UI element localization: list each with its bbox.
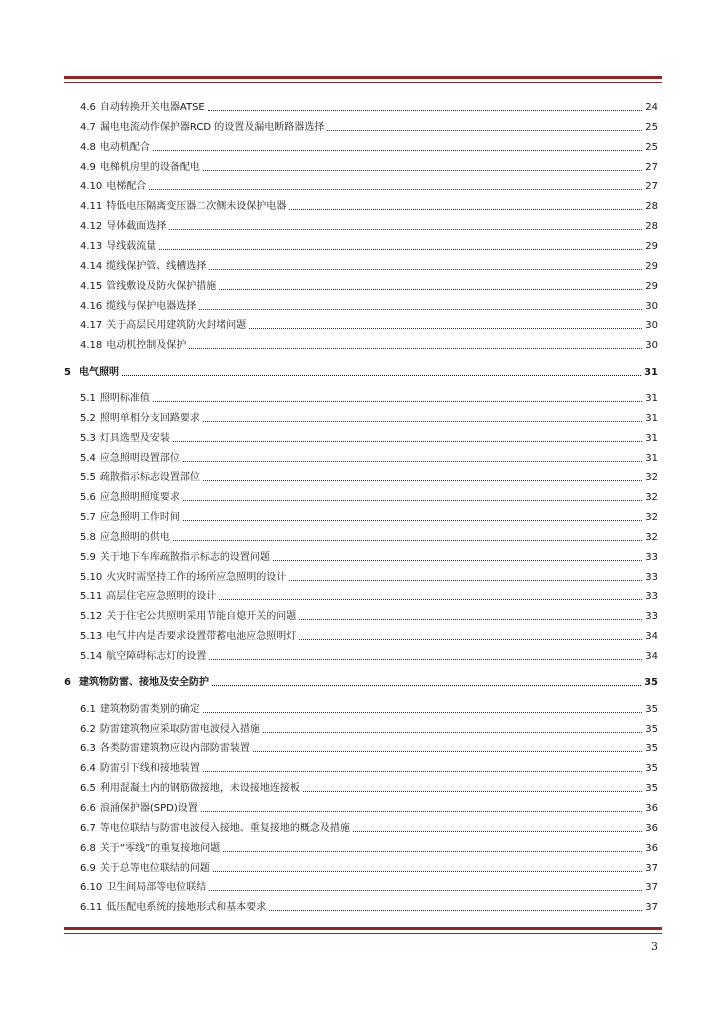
toc-entry-title: 电梯配合 (106, 181, 147, 193)
toc-entry[interactable] (80, 334, 658, 352)
toc-entry-page: 30 (645, 300, 658, 312)
toc-entry-page: 29 (645, 240, 658, 252)
toc-entry-number: 4.6 (80, 102, 96, 113)
dot-leader (209, 268, 642, 270)
toc-entry[interactable] (80, 387, 658, 405)
toc-entry-title: 利用混凝土内的钢筋做接地，未设接地连接板 (99, 783, 300, 795)
toc-entry-title: 等电位联结与防雷电波侵入接地、重复接地的概念及措施 (99, 822, 350, 834)
toc-entry-page: 32 (645, 531, 658, 543)
toc-entry-number: 5.5 (80, 472, 96, 484)
toc-entry-number: 5.12 (80, 611, 103, 623)
toc-entry[interactable] (80, 447, 658, 465)
dot-leader (289, 579, 642, 581)
dot-leader (203, 770, 642, 772)
toc-entry[interactable] (80, 837, 658, 855)
toc-entry[interactable] (80, 175, 658, 193)
toc-entry[interactable] (80, 797, 658, 815)
toc-entry-title: 电气井内是否要求设置带蓄电池应急照明灯 (106, 631, 297, 643)
toc-entry[interactable] (80, 645, 658, 663)
toc-entry-page: 30 (645, 340, 658, 352)
toc-entry-page: 33 (645, 611, 658, 623)
toc-entry-number: 6.2 (80, 723, 96, 735)
dot-leader (299, 638, 642, 640)
toc-entry-page: 32 (645, 492, 658, 504)
toc-entry[interactable] (80, 876, 658, 894)
dot-leader (263, 731, 642, 733)
toc-entry-title: 应急照明的供电 (99, 531, 170, 543)
toc-entry-title: 高层住宅应急照明的设计 (106, 591, 217, 603)
toc-entry-title: 关于“零线”的重复接地问题 (99, 842, 221, 854)
toc-chapter-entry[interactable] (64, 671, 658, 689)
toc-entry[interactable] (80, 96, 658, 114)
toc-entry-number: 6.1 (80, 703, 96, 715)
dot-leader (203, 711, 642, 713)
dot-leader (223, 850, 642, 852)
toc-entry-title: 导体截面选择 (106, 221, 167, 233)
toc-entry-page: 31 (644, 366, 658, 378)
toc-entry-title: 电动机控制及保护 (106, 340, 187, 352)
toc-entry[interactable] (80, 506, 658, 524)
toc-entry[interactable] (80, 757, 658, 775)
dot-leader (219, 598, 642, 600)
toc-entry-number: 6.11 (80, 902, 103, 914)
toc-entry-page: 27 (645, 181, 658, 193)
toc-entry-title: 浪涌保护器(SPD)设置 (99, 802, 198, 814)
dot-leader (183, 460, 642, 462)
toc-entry-page: 24 (645, 102, 658, 113)
toc-entry-number: 5.6 (80, 492, 96, 504)
toc-entry[interactable] (80, 526, 658, 544)
toc-entry-number: 4.9 (80, 161, 96, 173)
toc-entry-title: 管线敷设及防火保护措施 (106, 280, 217, 292)
toc-entry-number: 5 (64, 366, 71, 378)
toc-entry-title: 应急照明工作时间 (99, 512, 180, 523)
dot-leader (122, 374, 641, 376)
toc-entry[interactable] (80, 605, 658, 623)
toc-entry-page: 35 (644, 677, 658, 689)
toc-entry-page: 34 (645, 651, 658, 662)
dot-leader (273, 559, 642, 561)
dot-leader (189, 347, 642, 349)
toc-entry-page: 37 (645, 882, 658, 894)
toc-entry-title: 缆线保护管、线槽选择 (106, 260, 207, 272)
dot-leader (173, 440, 642, 442)
toc-entry[interactable] (80, 546, 658, 564)
dot-leader (149, 188, 642, 190)
dot-leader (201, 810, 642, 812)
toc-entry[interactable] (80, 625, 658, 643)
toc-entry[interactable] (80, 817, 658, 835)
toc-entry-number: 5.11 (80, 591, 103, 603)
toc-chapter-entry[interactable] (64, 361, 658, 379)
toc-entry-page: 31 (645, 392, 658, 404)
toc-entry-title: 防雷建筑物应采取防雷电波侵入措施 (99, 723, 260, 735)
toc-entry-title: 漏电电流动作保护器RCD 的设置及漏电断路器选择 (99, 121, 325, 133)
toc-entry-number: 4.11 (80, 201, 103, 213)
toc-entry-title: 疏散指示标志设置部位 (99, 472, 200, 484)
toc-entry[interactable] (80, 255, 658, 273)
toc-entry-page: 29 (645, 280, 658, 292)
toc-entry-title: 防雷引下线和接地装置 (99, 763, 200, 775)
toc-entry-title: 火灾时需坚持工作的场所应急照明的设计 (106, 571, 287, 583)
toc-entry[interactable] (80, 737, 658, 755)
toc-entry-title: 应急照明设置部位 (99, 452, 180, 464)
toc-entry-page: 28 (645, 221, 658, 233)
toc-entry-number: 4.15 (80, 280, 103, 292)
toc-entry-title: 关于地下车库疏散指示标志的设置问题 (99, 551, 270, 563)
toc-entry-number: 4.8 (80, 141, 96, 153)
toc-entry-page: 36 (645, 842, 658, 854)
toc-entry-page: 31 (645, 452, 658, 464)
toc-entry-number: 5.14 (80, 651, 103, 662)
toc-entry-number: 4.16 (80, 300, 103, 312)
toc-entry-page: 33 (645, 571, 658, 583)
toc-entry-title: 建筑物防雷类别的确定 (99, 703, 200, 715)
toc-entry-number: 6.8 (80, 842, 96, 854)
toc-entry-number: 4.10 (80, 181, 103, 193)
toc-entry-number: 6.10 (80, 882, 103, 894)
dot-leader (173, 539, 642, 541)
toc-entry-page: 36 (645, 822, 658, 834)
toc-entry-number: 5.1 (80, 392, 96, 404)
toc-entry[interactable] (80, 156, 658, 174)
toc-entry-title: 应急照明照度要求 (99, 492, 180, 504)
toc-entry[interactable] (80, 466, 658, 484)
toc-entry[interactable] (80, 136, 658, 154)
dot-leader (183, 519, 642, 521)
dot-leader (289, 208, 642, 210)
toc-entry-number: 6 (64, 677, 71, 689)
toc-entry-title: 关于住宅公共照明采用节能自熄开关的问题 (106, 611, 297, 623)
toc-entry-page: 35 (645, 743, 658, 755)
toc-entry-title: 电气照明 (78, 366, 119, 378)
dot-leader (213, 870, 642, 872)
dot-leader (183, 499, 642, 501)
toc-entry-number: 4.12 (80, 221, 103, 233)
dot-leader (253, 750, 642, 752)
dot-leader (203, 420, 642, 422)
toc-entry-title: 照明标准值 (99, 392, 150, 404)
toc-entry-title: 关于总等电位联结的问题 (99, 862, 210, 874)
toc-entry-title: 低压配电系统的接地形式和基本要求 (106, 902, 267, 914)
dot-leader (208, 109, 643, 111)
page-number: 3 (651, 940, 658, 953)
toc-entry[interactable] (80, 215, 658, 233)
toc-entry-number: 4.18 (80, 340, 103, 352)
toc-entry-number: 6.7 (80, 822, 96, 834)
toc-entry-number: 6.9 (80, 862, 96, 874)
toc-entry-page: 29 (645, 260, 658, 272)
toc-entry[interactable] (80, 585, 658, 603)
toc-entry-page: 25 (645, 141, 658, 153)
toc-entry[interactable] (80, 486, 658, 504)
toc-entry[interactable] (80, 314, 658, 332)
toc-entry-page: 35 (645, 763, 658, 775)
dot-leader (199, 308, 642, 310)
toc-entry-page: 32 (645, 512, 658, 523)
dot-leader (169, 228, 642, 230)
toc-entry-page: 33 (645, 551, 658, 563)
toc-entry-title: 灯具选型及安装 (99, 432, 170, 444)
dot-leader (203, 169, 642, 171)
toc-entry-number: 5.7 (80, 512, 96, 523)
toc-entry-number: 5.3 (80, 432, 96, 444)
dot-leader (209, 889, 642, 891)
toc-entry-number: 4.14 (80, 260, 103, 272)
footer-rule-thick (64, 927, 662, 930)
toc-entry-title: 照明单相分支回路要求 (99, 412, 200, 424)
toc-entry-title: 航空障碍标志灯的设置 (106, 651, 207, 662)
dot-leader (219, 288, 642, 290)
dot-leader (159, 248, 642, 250)
toc-entry[interactable] (80, 777, 658, 795)
dot-leader (209, 658, 642, 660)
toc-entry-page: 28 (645, 201, 658, 213)
toc-entry[interactable] (80, 566, 658, 584)
toc-entry[interactable] (80, 195, 658, 213)
toc-entry-page: 35 (645, 703, 658, 715)
toc-entry-title: 电梯机房里的设备配电 (99, 161, 200, 173)
toc-entry-number: 4.13 (80, 240, 103, 252)
toc-entry-title: 关于高层民用建筑防火封堵问题 (106, 320, 247, 332)
dot-leader (353, 830, 642, 832)
toc-entry[interactable] (80, 407, 658, 425)
toc-entry-page: 31 (645, 432, 658, 444)
toc-entry-page: 37 (645, 902, 658, 914)
toc-entry[interactable] (80, 235, 658, 253)
toc-entry-page: 37 (645, 862, 658, 874)
toc-entry[interactable] (80, 116, 658, 134)
toc-entry-title: 自动转换开关电器ATSE (99, 102, 205, 113)
toc-entry-page: 32 (645, 472, 658, 484)
dot-leader (269, 909, 642, 911)
toc-entry[interactable] (80, 718, 658, 736)
toc-entry-number: 6.6 (80, 802, 96, 814)
toc-entry-page: 27 (645, 161, 658, 173)
toc-entry-page: 33 (645, 591, 658, 603)
dot-leader (327, 129, 642, 131)
dot-leader (303, 790, 642, 792)
toc-entry[interactable] (80, 857, 658, 875)
dot-leader (153, 400, 642, 402)
toc-entry[interactable] (80, 427, 658, 445)
toc-entry-number: 4.17 (80, 320, 103, 332)
toc-entry-page: 35 (645, 723, 658, 735)
toc-entry[interactable] (80, 698, 658, 716)
toc-entry-title: 导线载流量 (106, 240, 157, 252)
dot-leader (203, 479, 642, 481)
toc-entry[interactable] (80, 896, 658, 914)
toc-entry[interactable] (80, 275, 658, 293)
toc-entry[interactable] (80, 295, 658, 313)
toc-entry-page: 34 (645, 631, 658, 643)
toc-entry-page: 36 (645, 802, 658, 814)
dot-leader (212, 684, 641, 686)
dot-leader (299, 618, 642, 620)
toc-entry-title: 缆线与保护电器选择 (106, 300, 197, 312)
toc-entry-number: 5.2 (80, 412, 96, 424)
toc-entry-number: 5.8 (80, 531, 96, 543)
toc-entry-number: 4.7 (80, 121, 96, 133)
toc-entry-page: 30 (645, 320, 658, 332)
dot-leader (153, 149, 642, 151)
toc-entry-number: 5.13 (80, 631, 103, 643)
toc-entry-title: 卫生间局部等电位联结 (106, 882, 207, 894)
toc-entry-title: 建筑物防雷、接地及安全防护 (78, 677, 209, 689)
toc-entry-title: 各类防雷建筑物应设内部防雷装置 (99, 743, 250, 755)
footer-rule-thin (64, 933, 662, 934)
toc-entry-number: 5.10 (80, 571, 103, 583)
toc-entry-number: 5.4 (80, 452, 96, 464)
toc-entry-number: 5.9 (80, 551, 96, 563)
dot-leader (249, 327, 642, 329)
toc-entry-page: 25 (645, 121, 658, 133)
toc-entry-number: 6.5 (80, 783, 96, 795)
toc-entry-number: 6.3 (80, 743, 96, 755)
toc-entry-page: 35 (645, 783, 658, 795)
toc-entry-title: 电动机配合 (99, 141, 150, 153)
toc-entry-page: 31 (645, 412, 658, 424)
toc-entry-title: 特低电压隔离变压器二次侧未设保护电器 (106, 201, 287, 213)
toc-entry-number: 6.4 (80, 763, 96, 775)
